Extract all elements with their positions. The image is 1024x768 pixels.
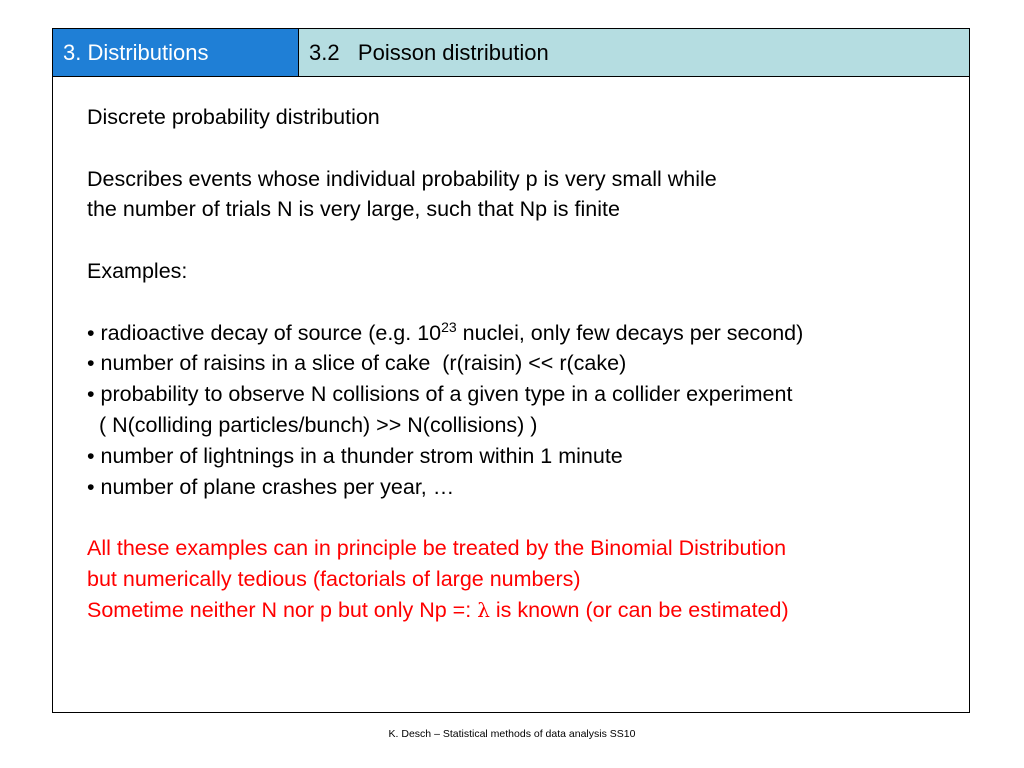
note-text: Sometime neither N nor p but only Np =: — [87, 597, 478, 622]
slide-body — [87, 102, 957, 626]
spacer — [87, 287, 957, 318]
bullet-lightnings: • number of lightnings in a thunder strom within 1 minute — [87, 443, 623, 468]
slide-header — [53, 29, 969, 77]
bullet-plane-crashes: • number of plane crashes per year, … — [87, 474, 455, 499]
bullet-radioactive-decay — [87, 318, 957, 349]
intro-line: Discrete probability distribution — [87, 105, 380, 129]
bullet-text: nuclei, only few decays per second) — [456, 320, 804, 345]
bullet-collisions-continued: ( N(colliding particles/bunch) >> N(collisions) ) — [87, 412, 538, 437]
bullet-collisions: • probability to observe N collisions of a given type in a collider experiment — [87, 382, 793, 407]
spacer — [87, 133, 957, 164]
lambda-symbol: λ — [477, 597, 490, 622]
slide-footer: K. Desch – Statistical methods of data analysis SS10 — [388, 728, 636, 740]
note-line-1: All these examples can in principle be treated by the Binomial Distribution — [87, 536, 787, 561]
description-line-1: Describes events whose individual probability p is very small while — [87, 166, 717, 191]
slide-frame — [52, 28, 970, 713]
bullet-text: • radioactive decay of source (e.g. 10 — [87, 320, 442, 345]
note-text: is known (or can be estimated) — [489, 597, 789, 622]
note-line-2: but numerically tedious (factorials of large numbers) — [87, 566, 581, 591]
spacer — [87, 225, 957, 256]
subsection-title: 3.2 Poisson distribution — [299, 29, 969, 76]
bullet-raisins: • number of raisins in a slice of cake (r(raisin) << r(cake) — [87, 351, 627, 376]
exponent: 23 — [441, 318, 457, 335]
description-line-2: the number of trials N is very large, such that Np is finite — [87, 197, 620, 222]
examples-heading: Examples: — [87, 258, 188, 283]
section-title: 3. Distributions — [53, 29, 299, 76]
spacer — [87, 502, 957, 533]
note-line-3 — [87, 595, 957, 626]
